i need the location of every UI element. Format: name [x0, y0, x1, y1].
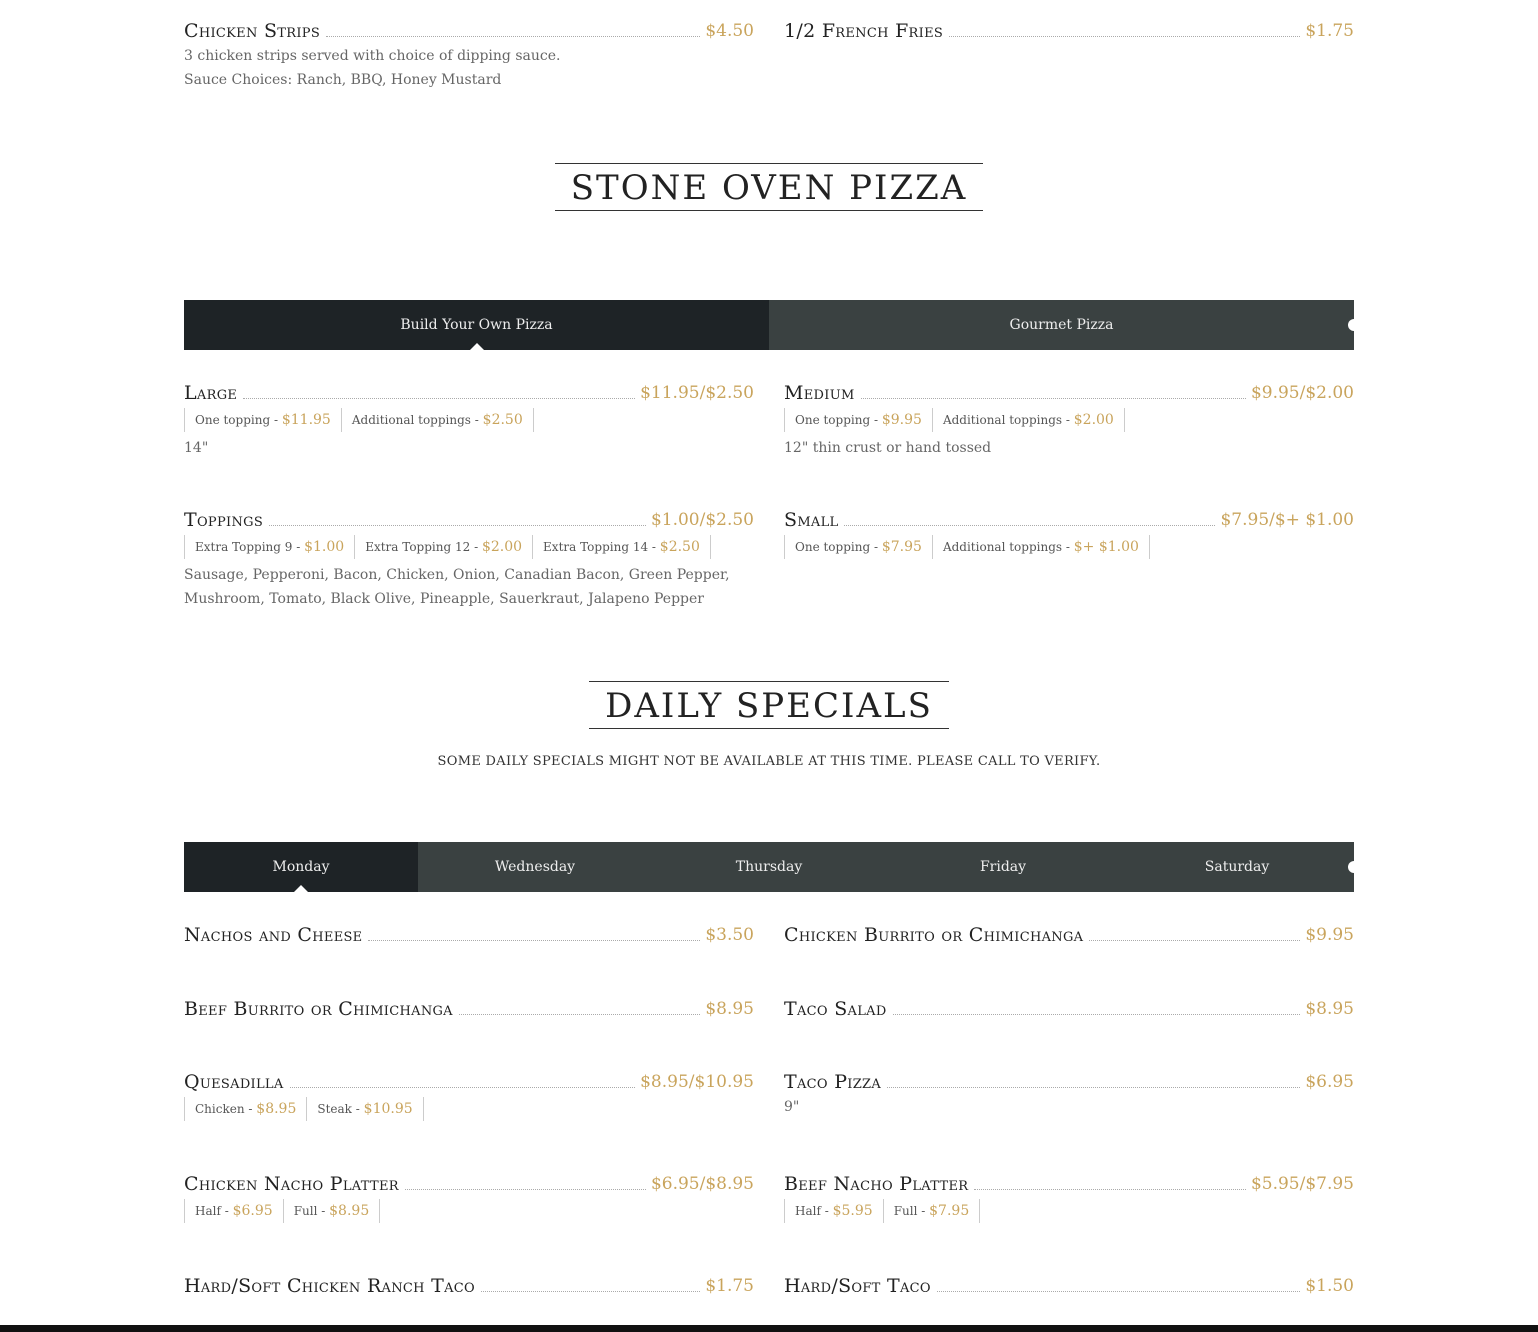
item-option: Full - $7.95: [883, 1199, 981, 1223]
item-price: $1.75: [1305, 21, 1354, 41]
dotted-leader: [893, 1013, 1301, 1015]
item-price: $9.95: [1305, 925, 1354, 945]
item-option: One topping - $11.95: [184, 408, 341, 432]
pizza-tabs: [184, 300, 1354, 350]
item-description: Sauce Choices: Ranch, BBQ, Honey Mustard: [184, 72, 502, 88]
tab-gourmet-pizza[interactable]: Gourmet Pizza: [1009, 317, 1114, 333]
dotted-leader: [290, 1086, 636, 1088]
menu-item: [184, 996, 754, 1020]
item-name: Small: [784, 509, 839, 531]
dotted-leader: [974, 1188, 1246, 1190]
tab-monday[interactable]: Monday: [184, 842, 418, 892]
menu-item: [184, 507, 754, 611]
tab-build-your-own-pizza[interactable]: Build Your Own Pizza: [184, 300, 769, 350]
dotted-leader: [243, 397, 635, 399]
item-price: $6.95/$8.95: [650, 1174, 754, 1194]
menu-item: [784, 1171, 1354, 1223]
item-options: [784, 1199, 1354, 1223]
item-name: Taco Pizza: [784, 1071, 882, 1093]
specials-notice: SOME DAILY SPECIALS MIGHT NOT BE AVAILABLE AT THIS TIME. PLEASE CALL TO VERIFY.: [437, 754, 1101, 769]
dotted-leader: [887, 1086, 1300, 1088]
item-price: $1.75: [705, 1276, 754, 1296]
item-option: One topping - $7.95: [784, 535, 932, 559]
item-price: $4.50: [705, 21, 754, 41]
dotted-leader: [326, 35, 700, 37]
menu-item: [784, 996, 1354, 1020]
item-price: $8.95: [705, 999, 754, 1019]
item-option: Extra Topping 9 - $1.00: [184, 535, 354, 559]
item-option: Chicken - $8.95: [184, 1097, 306, 1121]
tab-bar-dot: [1348, 861, 1360, 873]
menu-item: [184, 1171, 754, 1223]
item-name: Toppings: [184, 509, 264, 531]
specials-tabs: [184, 842, 1354, 892]
item-option: Half - $5.95: [784, 1199, 883, 1223]
section-heading: DAILY SPECIALS: [589, 681, 949, 729]
menu-item: [184, 922, 754, 946]
item-price: $8.95/$10.95: [640, 1072, 754, 1092]
item-name: Beef Burrito or Chimichanga: [184, 998, 453, 1020]
item-price: $11.95/$2.50: [640, 383, 754, 403]
tab-thursday[interactable]: Thursday: [735, 859, 803, 875]
menu-item: [784, 922, 1354, 946]
section-title-pizza: [184, 163, 1354, 211]
dotted-leader: [1089, 939, 1300, 941]
item-option: Steak - $10.95: [306, 1097, 423, 1121]
tab-bar-dot: [1348, 319, 1360, 331]
menu-item: [184, 380, 754, 460]
item-description: Sausage, Pepperoni, Bacon, Chicken, Onion, Canadian Bacon, Green Pepper,: [184, 567, 730, 583]
dotted-leader: [459, 1013, 700, 1015]
item-description: 14": [184, 440, 209, 456]
item-option: Additional toppings - $+ $1.00: [932, 535, 1150, 559]
item-name: Chicken Nacho Platter: [184, 1173, 399, 1195]
menu-item: [184, 1273, 754, 1297]
dotted-leader: [269, 524, 646, 526]
item-name: Quesadilla: [184, 1071, 284, 1093]
item-name: Hard/Soft Chicken Ranch Taco: [184, 1275, 476, 1297]
item-price: $8.95: [1305, 999, 1354, 1019]
tab-saturday[interactable]: Saturday: [1204, 859, 1270, 875]
item-option: Additional toppings - $2.50: [341, 408, 534, 432]
item-options: [184, 408, 754, 432]
item-options: [184, 1097, 754, 1121]
item-name: 1/2 French Fries: [784, 20, 944, 42]
menu-item: [784, 18, 1354, 42]
dotted-leader: [844, 524, 1215, 526]
item-name: Hard/Soft Taco: [784, 1275, 931, 1297]
dotted-leader: [861, 397, 1246, 399]
item-description: 3 chicken strips served with choice of dipping sauce.: [184, 48, 561, 64]
tab-wednesday[interactable]: Wednesday: [494, 859, 576, 875]
item-name: Nachos and Cheese: [184, 924, 363, 946]
item-name: Taco Salad: [784, 998, 887, 1020]
menu-item: [784, 507, 1354, 559]
item-name: Chicken Burrito or Chimichanga: [784, 924, 1084, 946]
item-options: [784, 408, 1354, 432]
item-options: [784, 535, 1354, 559]
menu-item: [784, 380, 1354, 460]
item-price: $7.95/$+ $1.00: [1220, 510, 1354, 530]
item-price: $9.95/$2.00: [1250, 383, 1354, 403]
dotted-leader: [405, 1188, 646, 1190]
item-price: $1.50: [1305, 1276, 1354, 1296]
footer-bar: [0, 1325, 1538, 1332]
section-heading: STONE OVEN PIZZA: [555, 163, 984, 211]
item-description: 12" thin crust or hand tossed: [784, 440, 992, 456]
item-price: $5.95/$7.95: [1250, 1174, 1354, 1194]
item-description: 9": [784, 1099, 800, 1115]
dotted-leader: [949, 35, 1300, 37]
item-description: Mushroom, Tomato, Black Olive, Pineapple, Sauerkraut, Jalapeno Pepper: [184, 591, 704, 607]
item-option: Additional toppings - $2.00: [932, 408, 1125, 432]
menu-item: [784, 1069, 1354, 1119]
item-option: Full - $8.95: [283, 1199, 381, 1223]
menu-item: [784, 1273, 1354, 1297]
dotted-leader: [937, 1290, 1300, 1292]
item-options: [184, 1199, 754, 1223]
menu-item: [184, 1069, 754, 1121]
menu-item: [184, 18, 754, 92]
item-option: Extra Topping 14 - $2.50: [532, 535, 711, 559]
dotted-leader: [368, 939, 700, 941]
item-options: [184, 535, 754, 559]
item-option: Extra Topping 12 - $2.00: [354, 535, 532, 559]
item-option: Half - $6.95: [184, 1199, 283, 1223]
item-name: Beef Nacho Platter: [784, 1173, 969, 1195]
item-price: $3.50: [705, 925, 754, 945]
item-name: Medium: [784, 382, 855, 404]
item-option: One topping - $9.95: [784, 408, 932, 432]
item-price: $1.00/$2.50: [650, 510, 754, 530]
item-name: Chicken Strips: [184, 20, 321, 42]
item-name: Large: [184, 382, 238, 404]
item-price: $6.95: [1305, 1072, 1354, 1092]
tab-friday[interactable]: Friday: [979, 859, 1027, 875]
dotted-leader: [481, 1290, 700, 1292]
section-title-specials: [184, 681, 1354, 729]
